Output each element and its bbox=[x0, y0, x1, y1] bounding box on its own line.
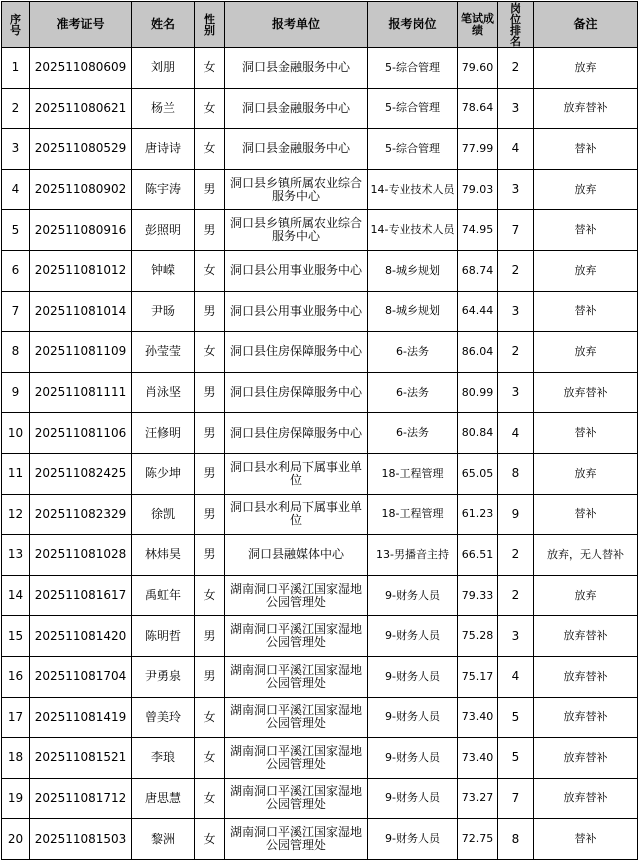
cell-gender: 女 bbox=[195, 575, 225, 616]
cell-gender: 女 bbox=[195, 738, 225, 779]
cell-remark: 放弃 bbox=[534, 48, 638, 89]
cell-unit: 洞口县乡镇所属农业综合服务中心 bbox=[225, 169, 368, 210]
cell-name: 尹勇泉 bbox=[132, 656, 195, 697]
cell-unit: 湖南洞口平溪江国家湿地公园管理处 bbox=[225, 778, 368, 819]
results-table bbox=[1, 1, 638, 860]
cell-remark: 放弃替补 bbox=[534, 88, 638, 129]
cell-remark: 放弃替补 bbox=[534, 656, 638, 697]
cell-name: 唐诗诗 bbox=[132, 129, 195, 170]
cell-rank: 3 bbox=[498, 616, 534, 657]
cell-name: 徐凯 bbox=[132, 494, 195, 535]
cell-unit: 洞口县融媒体中心 bbox=[225, 535, 368, 576]
cell-position: 6-法务 bbox=[368, 413, 458, 454]
cell-rank: 9 bbox=[498, 494, 534, 535]
cell-rank: 4 bbox=[498, 656, 534, 697]
table-row bbox=[2, 48, 638, 89]
cell-name: 禹虹年 bbox=[132, 575, 195, 616]
cell-position: 5-综合管理 bbox=[368, 88, 458, 129]
cell-rank: 7 bbox=[498, 210, 534, 251]
cell-gender: 男 bbox=[195, 372, 225, 413]
cell-unit: 洞口县乡镇所属农业综合服务中心 bbox=[225, 210, 368, 251]
cell-index: 7 bbox=[2, 291, 30, 332]
cell-index: 5 bbox=[2, 210, 30, 251]
cell-score: 61.23 bbox=[458, 494, 498, 535]
cell-remark: 放弃替补 bbox=[534, 372, 638, 413]
cell-unit: 湖南洞口平溪江国家湿地公园管理处 bbox=[225, 697, 368, 738]
cell-index: 16 bbox=[2, 656, 30, 697]
cell-rank: 4 bbox=[498, 129, 534, 170]
cell-exam-no: 202511081111 bbox=[30, 372, 132, 413]
cell-position: 9-财务人员 bbox=[368, 778, 458, 819]
cell-index: 18 bbox=[2, 738, 30, 779]
cell-remark: 替补 bbox=[534, 210, 638, 251]
cell-remark: 放弃替补 bbox=[534, 697, 638, 738]
cell-score: 80.84 bbox=[458, 413, 498, 454]
cell-position: 5-综合管理 bbox=[368, 129, 458, 170]
cell-exam-no: 202511081028 bbox=[30, 535, 132, 576]
table-row bbox=[2, 616, 638, 657]
cell-position: 9-财务人员 bbox=[368, 656, 458, 697]
cell-score: 86.04 bbox=[458, 332, 498, 373]
table-row bbox=[2, 738, 638, 779]
cell-unit: 洞口县住房保障服务中心 bbox=[225, 413, 368, 454]
cell-name: 汪修明 bbox=[132, 413, 195, 454]
table-body bbox=[2, 48, 638, 860]
table-row bbox=[2, 535, 638, 576]
cell-gender: 女 bbox=[195, 697, 225, 738]
cell-exam-no: 202511081014 bbox=[30, 291, 132, 332]
cell-position: 9-财务人员 bbox=[368, 575, 458, 616]
cell-unit: 洞口县金融服务中心 bbox=[225, 88, 368, 129]
cell-score: 64.44 bbox=[458, 291, 498, 332]
cell-unit: 洞口县金融服务中心 bbox=[225, 129, 368, 170]
cell-score: 77.99 bbox=[458, 129, 498, 170]
table-row bbox=[2, 575, 638, 616]
cell-remark: 放弃替补 bbox=[534, 738, 638, 779]
cell-exam-no: 202511081420 bbox=[30, 616, 132, 657]
cell-unit: 洞口县公用事业服务中心 bbox=[225, 250, 368, 291]
cell-gender: 女 bbox=[195, 129, 225, 170]
cell-name: 钟嵘 bbox=[132, 250, 195, 291]
cell-gender: 女 bbox=[195, 250, 225, 291]
cell-rank: 3 bbox=[498, 88, 534, 129]
cell-remark: 放弃 bbox=[534, 332, 638, 373]
cell-rank: 2 bbox=[498, 48, 534, 89]
table-row bbox=[2, 129, 638, 170]
cell-remark: 放弃 bbox=[534, 250, 638, 291]
cell-index: 20 bbox=[2, 819, 30, 860]
cell-unit: 洞口县住房保障服务中心 bbox=[225, 372, 368, 413]
cell-index: 11 bbox=[2, 453, 30, 494]
cell-position: 18-工程管理 bbox=[368, 494, 458, 535]
cell-gender: 男 bbox=[195, 616, 225, 657]
cell-unit: 湖南洞口平溪江国家湿地公园管理处 bbox=[225, 575, 368, 616]
cell-index: 6 bbox=[2, 250, 30, 291]
cell-name: 黎洲 bbox=[132, 819, 195, 860]
cell-remark: 替补 bbox=[534, 494, 638, 535]
cell-position: 6-法务 bbox=[368, 332, 458, 373]
cell-position: 8-城乡规划 bbox=[368, 291, 458, 332]
cell-score: 65.05 bbox=[458, 453, 498, 494]
cell-gender: 男 bbox=[195, 413, 225, 454]
cell-remark: 放弃 bbox=[534, 453, 638, 494]
cell-position: 6-法务 bbox=[368, 372, 458, 413]
cell-rank: 2 bbox=[498, 332, 534, 373]
cell-unit: 洞口县住房保障服务中心 bbox=[225, 332, 368, 373]
cell-gender: 女 bbox=[195, 778, 225, 819]
cell-gender: 男 bbox=[195, 169, 225, 210]
cell-name: 陈明哲 bbox=[132, 616, 195, 657]
table-row bbox=[2, 656, 638, 697]
cell-position: 9-财务人员 bbox=[368, 616, 458, 657]
table-row bbox=[2, 413, 638, 454]
cell-score: 79.03 bbox=[458, 169, 498, 210]
header-remark: 备注 bbox=[534, 2, 638, 48]
cell-index: 4 bbox=[2, 169, 30, 210]
cell-score: 75.17 bbox=[458, 656, 498, 697]
cell-name: 尹旸 bbox=[132, 291, 195, 332]
cell-index: 8 bbox=[2, 332, 30, 373]
cell-exam-no: 202511081012 bbox=[30, 250, 132, 291]
cell-unit: 湖南洞口平溪江国家湿地公园管理处 bbox=[225, 738, 368, 779]
cell-score: 73.27 bbox=[458, 778, 498, 819]
cell-position: 5-综合管理 bbox=[368, 48, 458, 89]
cell-name: 唐思慧 bbox=[132, 778, 195, 819]
cell-name: 刘朋 bbox=[132, 48, 195, 89]
cell-rank: 2 bbox=[498, 250, 534, 291]
table-row bbox=[2, 291, 638, 332]
header-unit: 报考单位 bbox=[225, 2, 368, 48]
cell-gender: 女 bbox=[195, 332, 225, 373]
header-rank: 岗 位 排 名 bbox=[498, 2, 534, 48]
cell-score: 79.60 bbox=[458, 48, 498, 89]
cell-rank: 3 bbox=[498, 291, 534, 332]
cell-gender: 男 bbox=[195, 656, 225, 697]
table-row bbox=[2, 453, 638, 494]
cell-index: 19 bbox=[2, 778, 30, 819]
cell-rank: 5 bbox=[498, 738, 534, 779]
cell-exam-no: 202511081503 bbox=[30, 819, 132, 860]
table-row bbox=[2, 494, 638, 535]
cell-index: 2 bbox=[2, 88, 30, 129]
cell-exam-no: 202511080621 bbox=[30, 88, 132, 129]
cell-rank: 3 bbox=[498, 169, 534, 210]
cell-position: 14-专业技术人员 bbox=[368, 210, 458, 251]
cell-remark: 替补 bbox=[534, 129, 638, 170]
table-row bbox=[2, 332, 638, 373]
cell-gender: 男 bbox=[195, 453, 225, 494]
cell-remark: 替补 bbox=[534, 819, 638, 860]
cell-unit: 洞口县水利局下属事业单位 bbox=[225, 453, 368, 494]
cell-exam-no: 202511080609 bbox=[30, 48, 132, 89]
cell-exam-no: 202511080916 bbox=[30, 210, 132, 251]
cell-score: 75.28 bbox=[458, 616, 498, 657]
cell-unit: 湖南洞口平溪江国家湿地公园管理处 bbox=[225, 819, 368, 860]
cell-index: 12 bbox=[2, 494, 30, 535]
cell-position: 8-城乡规划 bbox=[368, 250, 458, 291]
cell-gender: 女 bbox=[195, 819, 225, 860]
cell-score: 72.75 bbox=[458, 819, 498, 860]
cell-rank: 5 bbox=[498, 697, 534, 738]
cell-gender: 女 bbox=[195, 88, 225, 129]
cell-name: 孙莹莹 bbox=[132, 332, 195, 373]
cell-remark: 放弃，无人替补 bbox=[534, 535, 638, 576]
cell-index: 15 bbox=[2, 616, 30, 657]
cell-position: 14-专业技术人员 bbox=[368, 169, 458, 210]
cell-gender: 女 bbox=[195, 48, 225, 89]
table-row bbox=[2, 169, 638, 210]
cell-gender: 男 bbox=[195, 291, 225, 332]
cell-name: 林炜昊 bbox=[132, 535, 195, 576]
cell-name: 陈宇涛 bbox=[132, 169, 195, 210]
cell-name: 李琅 bbox=[132, 738, 195, 779]
cell-score: 80.99 bbox=[458, 372, 498, 413]
header-exam-no: 准考证号 bbox=[30, 2, 132, 48]
cell-score: 74.95 bbox=[458, 210, 498, 251]
cell-index: 14 bbox=[2, 575, 30, 616]
header-position: 报考岗位 bbox=[368, 2, 458, 48]
cell-gender: 男 bbox=[195, 210, 225, 251]
cell-score: 73.40 bbox=[458, 697, 498, 738]
table-row bbox=[2, 250, 638, 291]
cell-position: 13-男播音主持 bbox=[368, 535, 458, 576]
cell-exam-no: 202511081521 bbox=[30, 738, 132, 779]
cell-score: 73.40 bbox=[458, 738, 498, 779]
cell-rank: 2 bbox=[498, 535, 534, 576]
cell-rank: 7 bbox=[498, 778, 534, 819]
header-index: 序 号 bbox=[2, 2, 30, 48]
cell-unit: 洞口县金融服务中心 bbox=[225, 48, 368, 89]
cell-remark: 放弃 bbox=[534, 575, 638, 616]
table-row bbox=[2, 372, 638, 413]
cell-name: 彭照明 bbox=[132, 210, 195, 251]
cell-remark: 替补 bbox=[534, 291, 638, 332]
cell-exam-no: 202511081617 bbox=[30, 575, 132, 616]
cell-rank: 8 bbox=[498, 453, 534, 494]
cell-index: 9 bbox=[2, 372, 30, 413]
cell-exam-no: 202511082329 bbox=[30, 494, 132, 535]
cell-exam-no: 202511082425 bbox=[30, 453, 132, 494]
cell-rank: 3 bbox=[498, 372, 534, 413]
cell-exam-no: 202511081419 bbox=[30, 697, 132, 738]
cell-name: 肖泳坚 bbox=[132, 372, 195, 413]
cell-score: 78.64 bbox=[458, 88, 498, 129]
table-row bbox=[2, 88, 638, 129]
cell-exam-no: 202511081704 bbox=[30, 656, 132, 697]
cell-position: 9-财务人员 bbox=[368, 738, 458, 779]
cell-unit: 湖南洞口平溪江国家湿地公园管理处 bbox=[225, 616, 368, 657]
cell-name: 陈少坤 bbox=[132, 453, 195, 494]
cell-index: 3 bbox=[2, 129, 30, 170]
cell-remark: 放弃 bbox=[534, 169, 638, 210]
header-score: 笔试成绩 bbox=[458, 2, 498, 48]
cell-unit: 洞口县公用事业服务中心 bbox=[225, 291, 368, 332]
table-row bbox=[2, 697, 638, 738]
header-name: 姓名 bbox=[132, 2, 195, 48]
cell-position: 9-财务人员 bbox=[368, 819, 458, 860]
cell-name: 曾美玲 bbox=[132, 697, 195, 738]
table-row bbox=[2, 210, 638, 251]
cell-exam-no: 202511080529 bbox=[30, 129, 132, 170]
cell-remark: 放弃替补 bbox=[534, 778, 638, 819]
cell-name: 杨兰 bbox=[132, 88, 195, 129]
cell-exam-no: 202511080902 bbox=[30, 169, 132, 210]
cell-score: 68.74 bbox=[458, 250, 498, 291]
cell-exam-no: 202511081109 bbox=[30, 332, 132, 373]
cell-exam-no: 202511081106 bbox=[30, 413, 132, 454]
cell-score: 66.51 bbox=[458, 535, 498, 576]
cell-exam-no: 202511081712 bbox=[30, 778, 132, 819]
cell-remark: 替补 bbox=[534, 413, 638, 454]
cell-rank: 8 bbox=[498, 819, 534, 860]
cell-position: 9-财务人员 bbox=[368, 697, 458, 738]
table-row bbox=[2, 778, 638, 819]
cell-index: 17 bbox=[2, 697, 30, 738]
cell-score: 79.33 bbox=[458, 575, 498, 616]
cell-index: 1 bbox=[2, 48, 30, 89]
cell-rank: 2 bbox=[498, 575, 534, 616]
cell-index: 13 bbox=[2, 535, 30, 576]
header-gender: 性 别 bbox=[195, 2, 225, 48]
cell-unit: 湖南洞口平溪江国家湿地公园管理处 bbox=[225, 656, 368, 697]
header-row bbox=[2, 2, 638, 48]
cell-remark: 放弃替补 bbox=[534, 616, 638, 657]
cell-index: 10 bbox=[2, 413, 30, 454]
table-row bbox=[2, 819, 638, 860]
cell-gender: 男 bbox=[195, 494, 225, 535]
cell-gender: 男 bbox=[195, 535, 225, 576]
cell-position: 18-工程管理 bbox=[368, 453, 458, 494]
cell-rank: 4 bbox=[498, 413, 534, 454]
cell-unit: 洞口县水利局下属事业单位 bbox=[225, 494, 368, 535]
